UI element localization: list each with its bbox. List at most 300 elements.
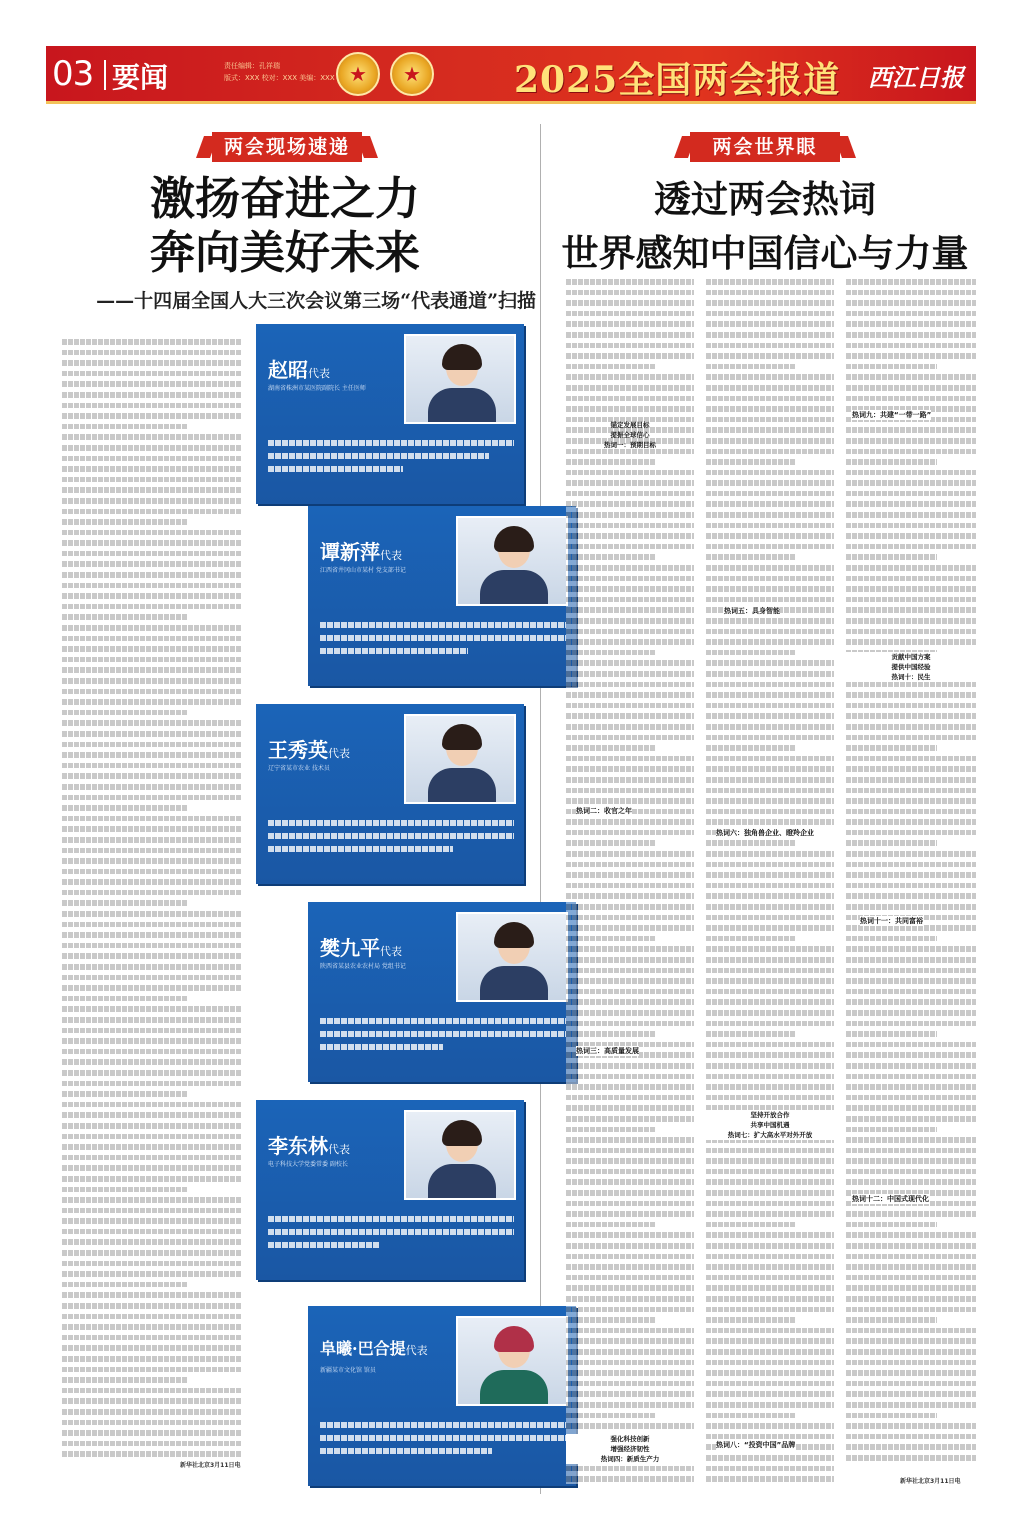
text-line: [566, 583, 694, 594]
page-number: 03: [52, 54, 94, 94]
text-line: [706, 530, 834, 541]
editor-line: 责任编辑：孔祥瑞: [224, 62, 280, 70]
text-line: [706, 467, 834, 478]
text-line: [706, 1272, 834, 1283]
text-line: [62, 1131, 242, 1142]
text-line: [62, 707, 188, 718]
text-line: [62, 527, 242, 538]
text-line: [706, 647, 796, 658]
text-line: [706, 710, 834, 721]
right-article-column: [706, 276, 834, 1488]
left-section-ribbon: 两会现场速递: [212, 132, 362, 162]
text-line: [706, 509, 834, 520]
text-line: [62, 845, 242, 856]
text-line: [706, 318, 834, 329]
text-line: [566, 1251, 694, 1262]
text-line: [566, 1410, 656, 1421]
text-line: [62, 717, 242, 728]
text-line: [706, 1388, 834, 1399]
text-line: [566, 1229, 694, 1240]
text-line: [706, 350, 834, 361]
hot-word-heading: 热词三：高质量发展: [576, 1047, 639, 1055]
text-line: [706, 806, 834, 817]
text-line: [62, 972, 242, 983]
text-line: [846, 1293, 976, 1304]
right-headline: [550, 172, 980, 280]
text-line: [706, 1293, 834, 1304]
hot-word-heading: 热词十一：共同富裕: [860, 917, 923, 925]
text-line: [62, 961, 242, 972]
text-line: [846, 732, 976, 743]
text-line: [62, 1279, 188, 1290]
text-line: [62, 368, 242, 379]
text-line: [62, 558, 242, 569]
text-line: [846, 1060, 976, 1071]
text-line: [566, 1113, 694, 1124]
text-line: [846, 583, 976, 594]
hot-word-heading: 热词六：独角兽企业、瞪羚企业: [716, 828, 834, 838]
section-name: 要闻: [112, 61, 169, 94]
text-line: [706, 1219, 796, 1230]
text-line: [846, 965, 976, 976]
text-line: [706, 488, 834, 499]
text-line: [706, 912, 834, 923]
text-line: [846, 1357, 976, 1368]
text-line: [566, 520, 694, 531]
text-line: [566, 954, 694, 965]
text-line: [846, 901, 976, 912]
subsection-heading: 坚持开放合作 共享中国机遇 热词七：扩大高水平对外开放: [706, 1110, 834, 1140]
text-line: [62, 728, 242, 739]
text-line: [62, 463, 242, 474]
text-line: [566, 965, 694, 976]
left-headline-line: 激扬奋进之力: [149, 172, 420, 225]
text-line: [566, 594, 694, 605]
text-line: [706, 583, 834, 594]
text-line: [566, 1166, 694, 1177]
text-line: [706, 1314, 796, 1325]
right-headline-line: 世界感知中国信心与力量: [561, 231, 969, 275]
text-line: [846, 361, 937, 372]
text-line: [846, 1124, 937, 1135]
text-line: [566, 308, 694, 319]
text-line: [62, 431, 242, 442]
text-line: [846, 1367, 976, 1378]
text-line: [846, 1261, 976, 1272]
hot-word-heading: 热词九：共建“一带一路”: [852, 411, 932, 419]
text-line: [62, 590, 242, 601]
right-headline-line: 透过两会热词: [654, 177, 876, 221]
text-line: [566, 1208, 694, 1219]
text-line: [846, 933, 937, 944]
text-line: [566, 785, 694, 796]
text-line: [846, 1346, 976, 1357]
deputy-photo: [456, 516, 568, 606]
text-line: [706, 1251, 834, 1262]
text-line: [706, 520, 834, 531]
right-article-column: [566, 276, 694, 1488]
text-line: [566, 922, 694, 933]
text-line: [566, 816, 694, 827]
text-line: [706, 859, 834, 870]
text-line: [706, 1229, 834, 1240]
text-line: [62, 675, 242, 686]
text-line: [566, 1240, 694, 1251]
text-line: [706, 1166, 834, 1177]
text-line: [706, 414, 834, 425]
text-line: [566, 763, 694, 774]
text-line: [846, 1314, 937, 1325]
text-line: [846, 287, 976, 298]
text-line: [846, 1018, 976, 1029]
text-line: [62, 1438, 242, 1449]
text-line: [566, 827, 694, 838]
text-line: [566, 943, 694, 954]
text-line: [62, 484, 242, 495]
text-line: [846, 509, 976, 520]
left-headline: [60, 172, 510, 280]
deputy-card: [256, 1100, 524, 1280]
text-line: [62, 1258, 242, 1269]
text-line: [62, 1173, 242, 1184]
deputy-name: 谭新萍代表: [320, 540, 402, 564]
text-line: [706, 763, 834, 774]
text-line: [566, 403, 694, 414]
text-line: [846, 1208, 976, 1219]
text-line: [846, 1134, 976, 1145]
text-line: [62, 400, 242, 411]
text-line: [846, 806, 976, 817]
text-line: [846, 816, 976, 827]
text-line: [706, 785, 834, 796]
text-line: [62, 1205, 242, 1216]
text-line: [706, 742, 796, 753]
deputy-photo: [404, 714, 516, 804]
text-line: [846, 551, 937, 562]
text-line: [62, 1374, 188, 1385]
deputy-quote: [268, 436, 514, 475]
text-line: [62, 410, 242, 421]
text-line: [706, 562, 834, 573]
text-line: [846, 1452, 976, 1463]
text-line: [62, 781, 242, 792]
text-line: [566, 1357, 694, 1368]
text-line: [846, 1325, 976, 1336]
text-line: [62, 611, 188, 622]
text-line: [706, 880, 834, 891]
text-line: [706, 636, 834, 647]
text-line: [62, 1003, 242, 1014]
text-line: [706, 774, 834, 785]
text-line: [62, 1395, 242, 1406]
text-line: [846, 721, 976, 732]
subsection-heading: 强化科技创新 增强经济韧性 热词四：新质生产力: [566, 1434, 694, 1464]
text-line: [846, 1410, 937, 1421]
text-line: [846, 1092, 976, 1103]
deputy-name: 阜曦·巴合提代表: [320, 1339, 428, 1358]
text-line: [566, 350, 694, 361]
text-line: [62, 1406, 242, 1417]
text-line: [566, 1102, 694, 1113]
text-line: [566, 1304, 694, 1315]
text-line: [566, 890, 694, 901]
text-line: [846, 795, 976, 806]
text-line: [566, 1007, 694, 1018]
text-line: [846, 371, 976, 382]
text-line: [62, 1332, 242, 1343]
text-line: [566, 1420, 694, 1431]
text-line: [566, 869, 694, 880]
text-line: [62, 1046, 242, 1057]
deputy-photo: [404, 334, 516, 424]
text-line: [846, 1388, 976, 1399]
text-line: [566, 742, 656, 753]
text-line: [566, 657, 694, 668]
text-line: [566, 509, 694, 520]
text-line: [846, 435, 976, 446]
text-line: [62, 389, 242, 400]
text-line: [706, 1007, 834, 1018]
text-line: [706, 933, 796, 944]
text-line: [566, 721, 694, 732]
text-line: [706, 922, 834, 933]
text-line: [706, 615, 834, 626]
text-line: [566, 477, 694, 488]
text-line: [846, 498, 976, 509]
text-line: [706, 1039, 834, 1050]
text-line: [62, 569, 242, 580]
text-line: [62, 1099, 242, 1110]
text-line: [706, 943, 834, 954]
text-line: [846, 848, 976, 859]
text-line: [566, 700, 694, 711]
left-headline-line: 奔向美好未来: [149, 226, 420, 279]
banner-title: 2025全国两会报道: [514, 59, 841, 101]
text-line: [846, 975, 976, 986]
deputy-name: 王秀英代表: [268, 738, 350, 762]
text-line: [706, 308, 834, 319]
text-line: [62, 1067, 242, 1078]
hot-word-heading: 热词八：“投资中国”品牌: [716, 1441, 796, 1449]
text-line: [846, 308, 976, 319]
text-line: [62, 760, 242, 771]
text-line: [706, 753, 834, 764]
text-line: [62, 1364, 242, 1375]
text-line: [706, 890, 834, 901]
text-line: [846, 541, 976, 552]
text-line: [566, 774, 694, 785]
text-line: [706, 1357, 834, 1368]
text-line: [62, 1014, 242, 1025]
right-byline: 新华社北京3月11日电: [900, 1478, 961, 1485]
text-line: [62, 792, 242, 803]
text-line: [62, 813, 242, 824]
text-line: [706, 477, 834, 488]
text-line: [846, 742, 937, 753]
text-line: [62, 1311, 242, 1322]
text-line: [566, 456, 656, 467]
text-line: [62, 474, 242, 485]
text-line: [846, 954, 976, 965]
text-line: [62, 749, 242, 760]
text-line: [566, 467, 694, 478]
text-line: [62, 664, 242, 675]
text-line: [566, 1071, 694, 1082]
text-line: [62, 855, 242, 866]
text-line: [62, 580, 242, 591]
text-line: [706, 1198, 834, 1209]
subsection-heading: 锚定发展目标 提振全球信心 热词一：预期目标: [604, 421, 656, 449]
text-line: [846, 456, 937, 467]
text-line: [846, 1039, 976, 1050]
text-line: [566, 626, 694, 637]
text-line: [566, 340, 694, 351]
text-line: [846, 477, 976, 488]
text-line: [62, 1152, 242, 1163]
deputy-title: 电子科技大学党委常委 副校长: [268, 1161, 348, 1168]
text-line: [706, 276, 834, 287]
editor-line: 版式：XXX 校对：XXX 美编：XXX: [224, 74, 335, 82]
text-line: [846, 700, 976, 711]
text-line: [706, 1028, 796, 1039]
text-line: [706, 1304, 834, 1315]
text-line: [62, 950, 242, 961]
text-line: [706, 541, 834, 552]
text-line: [566, 1282, 694, 1293]
text-line: [566, 1325, 694, 1336]
text-line: [566, 1028, 656, 1039]
text-line: [566, 795, 694, 806]
text-line: [846, 488, 976, 499]
text-line: [846, 530, 976, 541]
text-line: [706, 996, 834, 1007]
text-line: [706, 1240, 834, 1251]
text-line: [846, 329, 976, 340]
text-line: [566, 636, 694, 647]
left-subhead: ——十四届全国人大三次会议第三场“代表通道”扫描: [96, 290, 536, 312]
text-line: [62, 622, 242, 633]
text-line: [706, 393, 834, 404]
text-line: [706, 721, 834, 732]
left-byline: 新华社北京3月11日电: [180, 1462, 241, 1469]
text-line: [566, 530, 694, 541]
text-line: [566, 679, 694, 690]
text-line: [62, 453, 242, 464]
text-line: [706, 1473, 834, 1484]
deputy-title: 江西省井冈山市某村 党支部书记: [320, 567, 406, 574]
text-line: [706, 446, 834, 457]
text-line: [706, 456, 796, 467]
text-line: [846, 573, 976, 584]
text-line: [846, 1272, 976, 1283]
text-line: [846, 1378, 976, 1389]
text-line: [706, 1399, 834, 1410]
text-line: [706, 1092, 834, 1103]
text-line: [706, 1071, 834, 1082]
text-line: [62, 1035, 242, 1046]
text-line: [566, 615, 694, 626]
text-line: [846, 446, 976, 457]
text-line: [846, 943, 976, 954]
right-section-ribbon: 两会世界眼: [690, 132, 840, 162]
text-line: [566, 1261, 694, 1272]
text-line: [706, 1155, 834, 1166]
text-line: [566, 1367, 694, 1378]
text-line: [62, 1321, 242, 1332]
text-line: [706, 1346, 834, 1357]
text-line: [706, 732, 834, 743]
text-line: [846, 297, 976, 308]
text-line: [706, 1145, 834, 1156]
national-emblem-icon: [336, 52, 380, 96]
text-line: [62, 1247, 242, 1258]
text-line: [706, 1187, 834, 1198]
text-line: [62, 643, 242, 654]
text-line: [566, 604, 694, 615]
text-line: [706, 382, 834, 393]
text-line: [846, 350, 976, 361]
deputy-card: [308, 902, 576, 1082]
text-line: [566, 573, 694, 584]
text-line: [566, 329, 694, 340]
text-line: [62, 1448, 242, 1459]
deputy-title: 新疆某市文化馆 馆员: [320, 1367, 376, 1374]
text-line: [706, 986, 834, 997]
newspaper-logo: 西江日报: [868, 63, 964, 92]
text-line: [566, 371, 694, 382]
text-line: [706, 901, 834, 912]
text-line: [62, 696, 242, 707]
text-line: [706, 954, 834, 965]
deputy-photo: [404, 1110, 516, 1200]
text-line: [566, 1018, 694, 1029]
text-line: [566, 1081, 694, 1092]
text-line: [566, 1378, 694, 1389]
text-line: [566, 901, 694, 912]
text-line: [62, 686, 242, 697]
text-line: [846, 1049, 976, 1060]
text-line: [566, 1187, 694, 1198]
text-line: [846, 318, 976, 329]
text-line: [846, 880, 976, 891]
text-line: [62, 823, 242, 834]
text-line: [566, 1134, 694, 1145]
text-line: [566, 1293, 694, 1304]
text-line: [846, 1240, 976, 1251]
deputy-card: [256, 704, 524, 884]
text-line: [566, 1155, 694, 1166]
text-line: [566, 880, 694, 891]
text-line: [566, 1092, 694, 1103]
text-line: [846, 562, 976, 573]
deputy-title: 湖南省株洲市某医院副院长 主任医师: [268, 385, 366, 392]
text-line: [706, 1420, 834, 1431]
text-line: [846, 1102, 976, 1113]
text-line: [62, 802, 188, 813]
text-line: [846, 1081, 976, 1092]
text-line: [62, 929, 242, 940]
text-line: [62, 1056, 242, 1067]
text-line: [62, 601, 242, 612]
deputy-name: 李东林代表: [268, 1134, 350, 1158]
text-line: [62, 834, 242, 845]
text-line: [62, 548, 242, 559]
text-line: [566, 361, 656, 372]
text-line: [846, 1229, 976, 1240]
text-line: [706, 679, 834, 690]
text-line: [846, 393, 976, 404]
text-line: [566, 1060, 694, 1071]
